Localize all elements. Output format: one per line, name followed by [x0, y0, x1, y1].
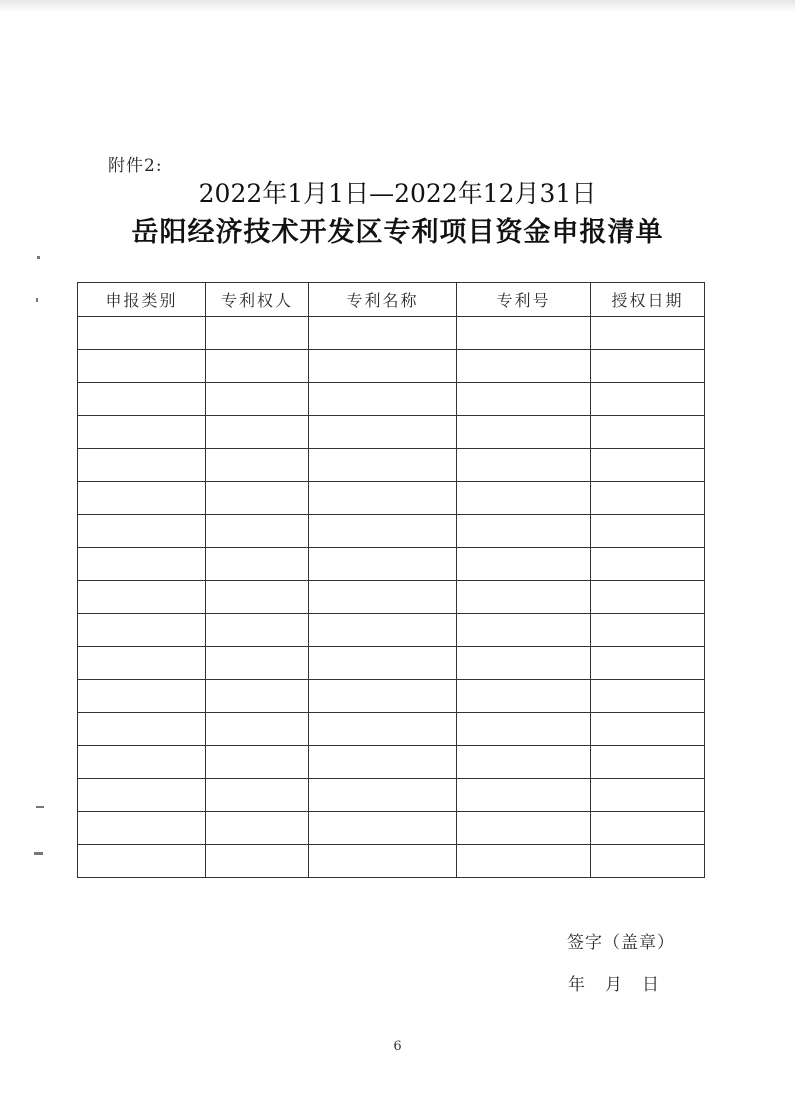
annex-label: 附件2: [108, 156, 163, 176]
document-title: 岳阳经济技术开发区专利项目资金申报清单 [131, 217, 664, 248]
table-cell [206, 614, 309, 647]
table-cell [309, 350, 457, 383]
table-cell [206, 779, 309, 812]
table-cell [591, 482, 705, 515]
table-cell [206, 449, 309, 482]
scan-edge-shade [0, 0, 795, 12]
table-cell [78, 449, 206, 482]
table-cell [591, 449, 705, 482]
table-cell [78, 845, 206, 878]
table-cell [591, 779, 705, 812]
table-cell [457, 416, 591, 449]
table-cell [309, 845, 457, 878]
scan-speck [36, 806, 44, 808]
table-cell [78, 482, 206, 515]
table-cell [78, 713, 206, 746]
table-cell [591, 680, 705, 713]
table-cell [206, 317, 309, 350]
table-cell [457, 515, 591, 548]
signature-seal-label: 签字（盖章） [567, 933, 675, 953]
table-cell [206, 713, 309, 746]
table-cell [309, 383, 457, 416]
table-cell [457, 647, 591, 680]
table-row [78, 779, 705, 812]
table-cell [309, 548, 457, 581]
table-cell [206, 383, 309, 416]
table-row [78, 317, 705, 350]
table-cell [457, 317, 591, 350]
table-cell [206, 482, 309, 515]
table-cell [591, 581, 705, 614]
table-cell [206, 350, 309, 383]
table-row [78, 416, 705, 449]
header-grant-date: 授权日期 [591, 283, 705, 317]
page-number: 6 [393, 1039, 402, 1054]
table-cell [78, 350, 206, 383]
table-row [78, 614, 705, 647]
table-header-row [78, 283, 705, 317]
table-cell [591, 317, 705, 350]
table-cell [309, 449, 457, 482]
table-cell [78, 779, 206, 812]
table-cell [78, 746, 206, 779]
table-cell [309, 416, 457, 449]
table-cell [457, 680, 591, 713]
table-row [78, 383, 705, 416]
table-cell [591, 614, 705, 647]
table-cell [206, 647, 309, 680]
table-cell [78, 614, 206, 647]
table-cell [457, 548, 591, 581]
table-cell [206, 812, 309, 845]
table-cell [457, 482, 591, 515]
table-cell [206, 515, 309, 548]
table-cell [457, 812, 591, 845]
date-range-title: 2022年1月1日—2022年12月31日 [198, 179, 597, 208]
table-row [78, 845, 705, 878]
scan-speck [36, 298, 38, 302]
signature-date-line [568, 970, 659, 995]
table-cell [591, 647, 705, 680]
table-cell [309, 317, 457, 350]
header-application-category: 申报类别 [78, 283, 206, 317]
table-cell [457, 779, 591, 812]
header-patent-name: 专利名称 [309, 283, 457, 317]
table-cell [206, 845, 309, 878]
table-cell [457, 350, 591, 383]
table-cell [457, 746, 591, 779]
table-cell [591, 746, 705, 779]
table-cell [206, 581, 309, 614]
table-cell [78, 680, 206, 713]
table-cell [309, 746, 457, 779]
table-row [78, 548, 705, 581]
table-cell [206, 680, 309, 713]
table-cell [591, 812, 705, 845]
table-row [78, 647, 705, 680]
date-year-label: 年 [568, 975, 585, 995]
scan-speck [34, 852, 43, 855]
table-row [78, 581, 705, 614]
table-cell [591, 383, 705, 416]
table-cell [78, 812, 206, 845]
table-cell [457, 713, 591, 746]
table-row [78, 449, 705, 482]
table-cell [309, 713, 457, 746]
table-row [78, 713, 705, 746]
table-cell [457, 581, 591, 614]
table-body [78, 317, 705, 878]
header-patent-number: 专利号 [457, 283, 591, 317]
table-cell [309, 680, 457, 713]
table-row [78, 746, 705, 779]
table-cell [78, 647, 206, 680]
table-cell [309, 614, 457, 647]
table-cell [591, 713, 705, 746]
table-row [78, 680, 705, 713]
table-row [78, 482, 705, 515]
table-cell [206, 416, 309, 449]
date-day-label: 日 [642, 975, 659, 995]
table-cell [78, 548, 206, 581]
table-cell [309, 515, 457, 548]
table-cell [78, 515, 206, 548]
table-cell [457, 845, 591, 878]
table-cell [78, 383, 206, 416]
table-cell [309, 581, 457, 614]
header-patentee: 专利权人 [206, 283, 309, 317]
table-cell [591, 350, 705, 383]
table-cell [591, 416, 705, 449]
table-cell [457, 614, 591, 647]
table-cell [206, 746, 309, 779]
table-cell [457, 449, 591, 482]
table-cell [309, 779, 457, 812]
table-row [78, 812, 705, 845]
table-row [78, 350, 705, 383]
table-cell [309, 812, 457, 845]
table-cell [78, 581, 206, 614]
scan-speck [37, 256, 40, 259]
table-cell [591, 845, 705, 878]
table-cell [206, 548, 309, 581]
patent-application-table [77, 282, 705, 878]
table-row [78, 515, 705, 548]
table-cell [457, 383, 591, 416]
table-cell [78, 317, 206, 350]
date-month-label: 月 [605, 975, 622, 995]
table-cell [309, 647, 457, 680]
table-cell [309, 482, 457, 515]
table-cell [591, 515, 705, 548]
table-cell [78, 416, 206, 449]
table-cell [591, 548, 705, 581]
